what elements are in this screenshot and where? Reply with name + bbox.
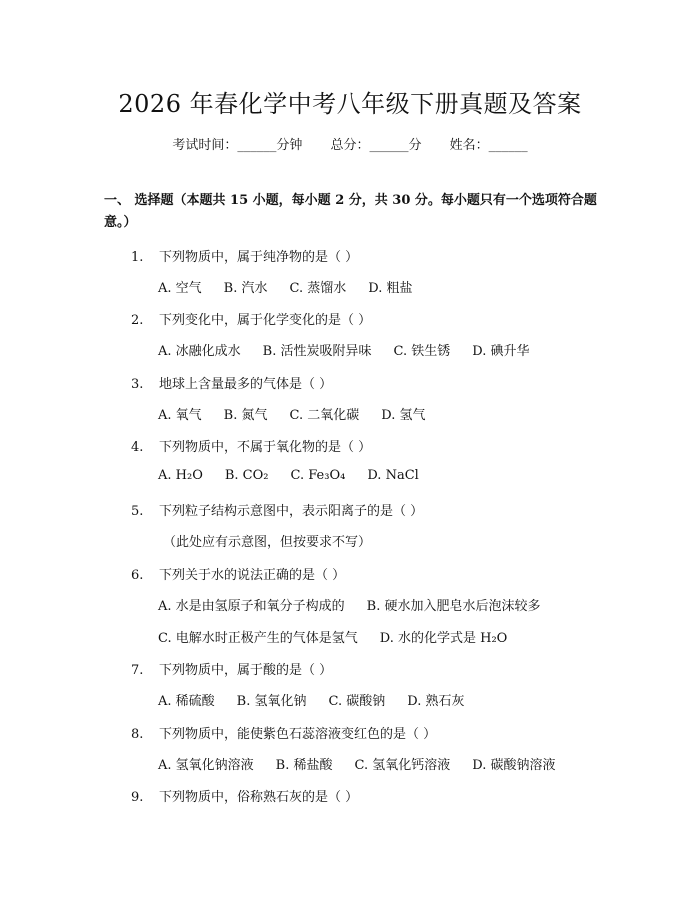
question-1-options — [158, 277, 412, 296]
exam-meta — [0, 134, 700, 153]
total-score-field: 总分：______分 — [330, 138, 422, 153]
question-7-options — [158, 690, 464, 709]
question-number: 6. — [131, 568, 144, 583]
question-8-options — [158, 754, 555, 773]
option-d: D. 粗盐 — [368, 281, 413, 296]
question-5-note: （此处应有示意图，但按要求不写） — [163, 535, 372, 550]
question-number: 8. — [131, 727, 144, 742]
option-a: A. 空气 — [158, 281, 202, 296]
option-d: D. 碘升华 — [472, 344, 530, 359]
question-3-options — [158, 404, 425, 423]
question-2 — [131, 309, 371, 328]
exam-time-field: 考试时间：______分钟 — [172, 138, 303, 153]
option-a: A. 氢氧化钠溶液 — [158, 758, 254, 773]
question-text: 下列物质中，属于纯净物的是（ ） — [159, 250, 359, 265]
option-a: A. 水是由氢原子和氧分子构成的 — [158, 599, 345, 614]
option-c: C. 氢氧化钙溶液 — [354, 758, 451, 773]
question-number: 7. — [131, 663, 144, 678]
question-8 — [131, 723, 436, 742]
question-1 — [131, 246, 358, 265]
option-a: A. 氧气 — [158, 408, 202, 423]
option-c: C. 二氧化碳 — [289, 408, 360, 423]
question-text: 下列物质中，不属于氧化物的是（ ） — [159, 440, 372, 455]
question-number: 3. — [131, 377, 144, 392]
question-text: 下列关于水的说法正确的是（ ） — [159, 568, 346, 583]
question-5 — [131, 500, 423, 519]
option-b: B. 汽水 — [223, 281, 268, 296]
question-6 — [131, 564, 345, 583]
option-b: B. 稀盐酸 — [275, 758, 333, 773]
option-b: B. 氢氧化钠 — [236, 694, 307, 709]
option-c: C. 铁生锈 — [393, 344, 451, 359]
option-b: B. 活性炭吸附异味 — [262, 344, 372, 359]
question-2-options — [158, 340, 529, 359]
option-d: D. NaCl — [367, 468, 419, 483]
option-c: C. 蒸馏水 — [289, 281, 347, 296]
question-number: 9. — [131, 790, 144, 805]
option-b: B. 硬水加入肥皂水后泡沫较多 — [366, 599, 541, 614]
section-heading: 一、 选择题（本题共 15 小题，每小题 2 分，共 30 分。每小题只有一个选项符合题意。） — [104, 193, 597, 230]
question-number: 5. — [131, 504, 144, 519]
question-text: 下列物质中，能使紫色石蕊溶液变红色的是（ ） — [159, 727, 437, 742]
question-7 — [131, 659, 332, 678]
question-text: 地球上含量最多的气体是（ ） — [159, 377, 333, 392]
question-4-options — [158, 468, 419, 483]
option-d: D. 氢气 — [381, 408, 426, 423]
question-text: 下列变化中，属于化学变化的是（ ） — [159, 313, 372, 328]
question-6-options-row1 — [158, 595, 540, 614]
name-field: 姓名：______ — [449, 138, 528, 153]
question-number: 2. — [131, 313, 144, 328]
option-b: B. CO₂ — [224, 468, 269, 483]
question-4 — [131, 436, 371, 455]
option-a: A. 稀硫酸 — [158, 694, 215, 709]
option-c: C. Fe₃O₄ — [290, 468, 346, 483]
question-number: 1. — [131, 250, 144, 265]
page-title: 2026 年春化学中考八年级下册真题及答案 — [118, 90, 582, 118]
question-text: 下列物质中，属于酸的是（ ） — [159, 663, 333, 678]
question-number: 4. — [131, 440, 144, 455]
option-a: A. 冰融化成水 — [158, 344, 241, 359]
option-d: D. 水的化学式是 H₂O — [379, 631, 508, 646]
question-6-options-row2 — [158, 627, 507, 646]
option-c: C. 碳酸钠 — [328, 694, 386, 709]
question-text: 下列物质中，俗称熟石灰的是（ ） — [159, 790, 359, 805]
option-c: C. 电解水时正极产生的气体是氢气 — [158, 631, 358, 646]
option-b: B. 氮气 — [223, 408, 268, 423]
option-d: D. 碳酸钠溶液 — [472, 758, 556, 773]
question-3 — [131, 373, 332, 392]
option-d: D. 熟石灰 — [407, 694, 465, 709]
question-text: 下列粒子结构示意图中，表示阳离子的是（ ） — [159, 504, 424, 519]
option-a: A. H₂O — [158, 468, 203, 483]
question-9 — [131, 786, 358, 805]
